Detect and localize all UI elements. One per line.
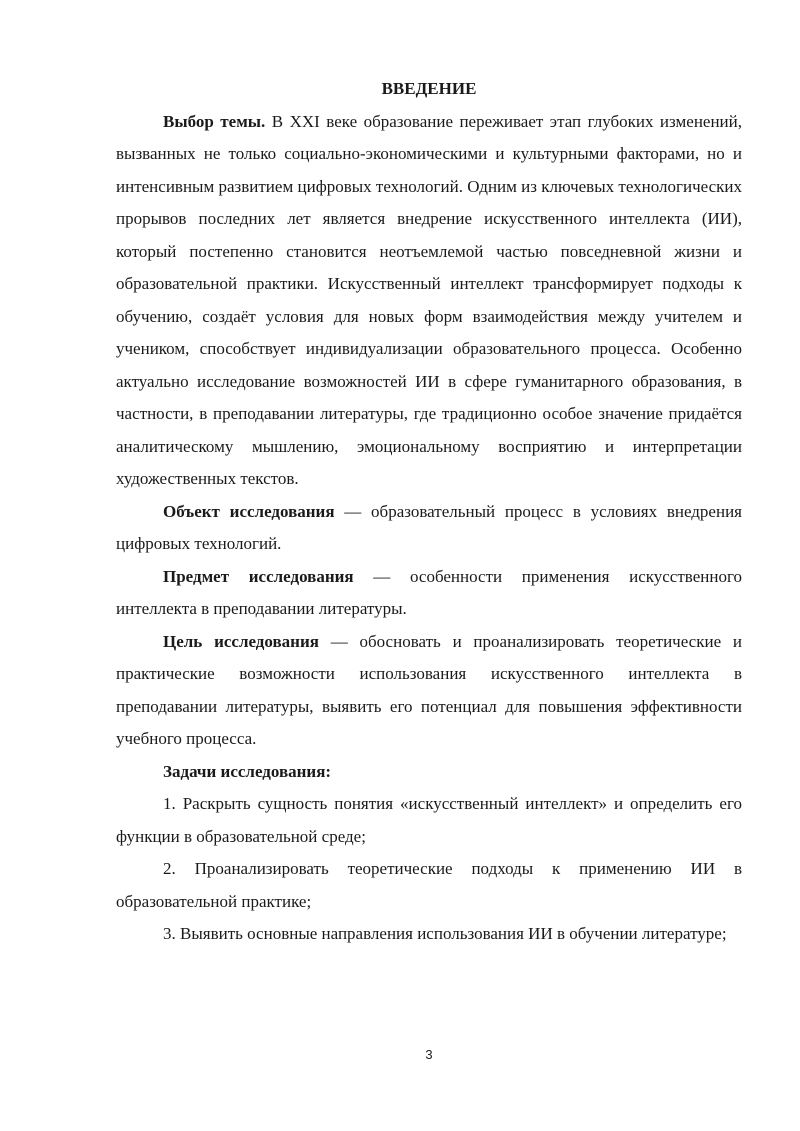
paragraph-text: В XXI веке образование переживает этап глубоких изменений, вызванных не только социально-экономическими и культурными факторами, но и интенсивным развитием цифровых технологий. Одним из ключевых технологических прорывов последних лет является внедрение искусственного интеллекта (ИИ), который постепенно становится неотъемлемой частью повседневной жизни и образовательной практики. Искусственный интеллект трансформирует подходы к обучению, создаёт условия для новых форм взаимодействия между учителем и учеником, способствует индивидуализации образовательного процесса. Особенно актуально исследование возможностей ИИ в сфере гуманитарного образования, в частности, в преподавании литературы, где традиционно особое значение придаётся аналитическому мышлению, эмоциональному восприятию и интерпретации художественных текстов. [116, 111, 742, 488]
paragraph-text: 2. Проанализировать теоретические подходы к применению ИИ в образовательной практике; [116, 859, 742, 911]
list-item-task-3 [116, 918, 742, 951]
paragraph-text: — обосновать и проанализировать теоретические и практические возможности использования искусственного интеллекта в преподавании литературы, выявить его потенциал для повышения эффективности учебного процесса. [116, 631, 742, 748]
page-content [116, 73, 742, 951]
paragraph-topic-choice [116, 106, 742, 496]
paragraph-lead: Цель исследования [163, 631, 319, 651]
paragraph-research-goal [116, 626, 742, 756]
paragraph-research-object [116, 496, 742, 561]
list-item-task-2 [116, 853, 742, 918]
paragraph-text: 3. Выявить основные направления использования ИИ в обучении литературе; [163, 924, 727, 943]
paragraph-lead: Задачи исследования: [163, 761, 332, 781]
paragraph-lead: Объект исследования [163, 501, 335, 521]
section-title: ВВЕДЕНИЕ [381, 79, 477, 98]
paragraph-research-subject [116, 561, 742, 626]
paragraph-text: — образовательный процесс в условиях внедрения цифровых технологий. [116, 501, 742, 553]
paragraph-text: 1. Раскрыть сущность понятия «искусственный интеллект» и определить его функции в образовательной среде; [116, 794, 742, 846]
paragraph-lead: Предмет исследования [163, 566, 354, 586]
list-item-task-1 [116, 788, 742, 853]
paragraph-lead: Выбор темы. [163, 111, 266, 131]
page-number: 3 [425, 1047, 433, 1062]
paragraph-research-tasks-heading [116, 756, 742, 789]
paragraph-text: — особенности применения искусственного интеллекта в преподавании литературы. [116, 566, 743, 618]
